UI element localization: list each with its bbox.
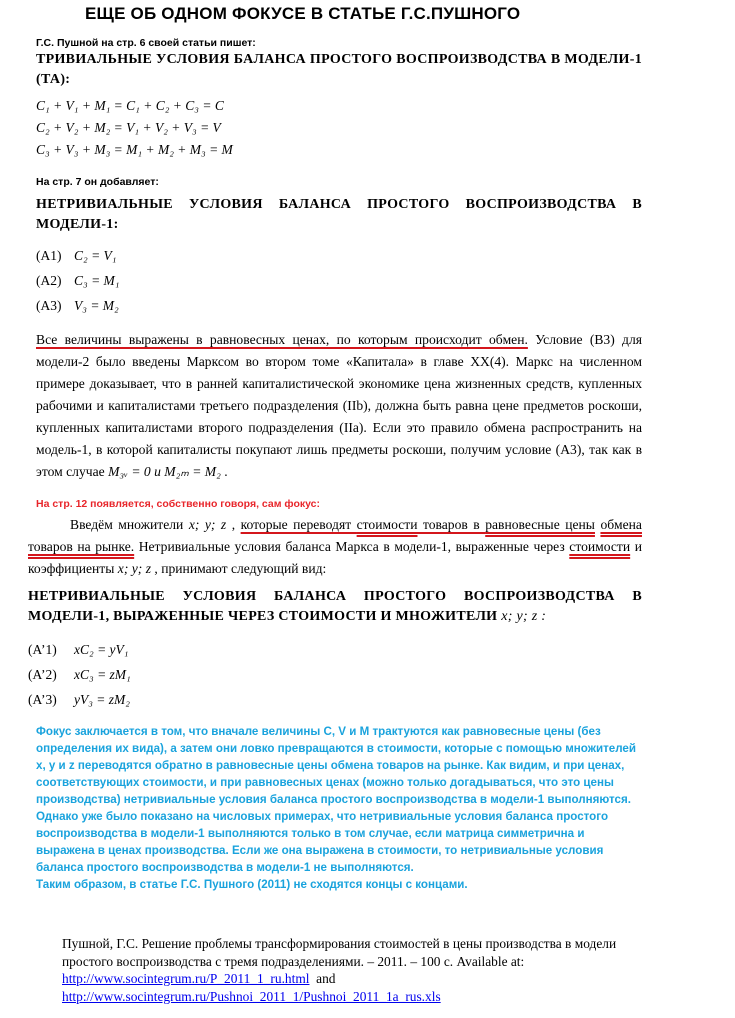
- commentary-paragraph: Таким образом, в статье Г.С. Пушного (2011) не сходятся концы с концами.: [36, 878, 468, 891]
- paragraph-equilibrium-prices: Все величины выражены в равновесных ценах, по которым происходит обмен. Условие (В3) для модели-2 было введены Марксом во втором томе «Капитала» в главе XX(4). Маркс на численном примере доказывает, что в ранней капиталистической экономике цена жизненных средств, купленных рабочими и капиталистами третьего подразделения (IIb), должна быть равна цене предметов роскоши, купленных капиталистами второго подразделения (IIa). Если это правило обмена распространить на модель-1, в которой капиталисты покупают лишь предметы роскоши, получим условие (А3), так как в этом случае M₃ᵥ = 0 и M₂ₘ = M₂ .: [36, 332, 642, 479]
- equation: (А2) C₃ = M₁: [36, 273, 120, 288]
- trivial-equations: [36, 95, 233, 161]
- underlined-statement: Все величины выражены в равновесных ценах, по которым происходит обмен.: [36, 332, 528, 347]
- equation: C₁ + V₁ + M₁ = C₁ + C₂ + C₃ = C: [36, 98, 224, 113]
- underlined-phrase-market: обмена товаров на рынке.: [28, 517, 642, 554]
- nontrivial-equations: [36, 243, 120, 318]
- heading-trivial-conditions: ТРИВИАЛЬНЫЕ УСЛОВИЯ БАЛАНСА ПРОСТОГО ВОСПРОИЗВОДСТВА В МОДЕЛИ-1 (ТА):: [36, 52, 642, 87]
- equation: (А’1) xC₂ = yV₁: [28, 642, 129, 657]
- heading-values-multipliers: НЕТРИВИАЛЬНЫЕ УСЛОВИЯ БАЛАНСА ПРОСТОГО ВОСПРОИЗВОДСТВА В МОДЕЛИ-1, ВЫРАЖЕННЫЕ ЧЕРЕЗ СТОИМОСТИ И МНОЖИТЕЛИ x; y; z :: [28, 589, 642, 624]
- formula: M₃ᵥ = 0 и M₂ₘ = M₂: [108, 464, 221, 479]
- equation: C₃ + V₃ + M₃ = M₁ + M₂ + M₃ = M: [36, 142, 233, 157]
- equation: C₂ + V₂ + M₂ = V₁ + V₂ + V₃ = V: [36, 120, 221, 135]
- reference: Пушной, Г.С. Решение проблемы трансформирования стоимостей в цены производства в модели простого воспроизводства с тремя подразделениями. – 2011. – 100 с. Available at: http://www.socintegrum.ru/P_2011_1_ru.html and http://www.socintegrum.ru/Pushnoi_2011_1/Pushnoi_2011_1a_rus.xls: [62, 936, 617, 1004]
- commentary-paragraph: Фокус заключается в том, что вначале величины C, V и M трактуются как равновесные цены (без определения их вида), а затем они ловко превращаются в стоимости, которые с помощью множителей x, y и z переводятся обратно в равновесные цены обмена товаров на рынке. Как видим, и при ценах, соответствующих стоимости, и при равновесных ценах (можно только догадываться, что это цены производства) нетривиальные условия баланса простого воспроизводства в модели-1 выполняются.: [36, 725, 636, 806]
- commentary-paragraph: Однако уже было показано на числовых примерах, что нетривиальные условия баланса простого воспроизводства в модели-1 выполняются только в том случае, если матрица симметрична и выражена в ценах производства. Если же она выражена в стоимости, то нетривиальные условия баланса простого воспроизводства в модели-1 не выполняются.: [36, 810, 609, 874]
- reference-link-html[interactable]: http://www.socintegrum.ru/P_2011_1_ru.html: [62, 971, 310, 986]
- heading-nontrivial-conditions: НЕТРИВИАЛЬНЫЕ УСЛОВИЯ БАЛАНСА ПРОСТОГО ВОСПРОИЗВОДСТВА В МОДЕЛИ-1:: [36, 197, 642, 232]
- equation: (А1) C₂ = V₁: [36, 248, 117, 263]
- underlined-word-values: стоимости: [569, 539, 631, 554]
- equation: (А’2) xC₃ = zM₁: [28, 667, 131, 682]
- note-page-6: Г.С. Пушной на стр. 6 своей статьи пишет:: [36, 37, 256, 49]
- equation: (А3) V₃ = M₂: [36, 298, 119, 313]
- paragraph-multipliers: Введём множители x; y; z , которые переводят стоимости товаров в равновесные цены обмена товаров на рынке. Нетривиальные условия баланса Маркса в модели-1, выраженные через стоимости и коэффициенты x; y; z , принимают следующий вид:: [28, 517, 642, 576]
- note-page-12: На стр. 12 появляется, собственно говоря, сам фокус:: [36, 498, 321, 510]
- value-equations: [28, 637, 131, 712]
- page-title: ЕЩЕ ОБ ОДНОМ ФОКУСЕ В СТАТЬЕ Г.С.ПУШНОГО: [85, 4, 521, 23]
- commentary-block: [36, 723, 640, 893]
- underlined-phrase: которые переводят стоимости товаров в равновесные цены: [240, 517, 595, 532]
- equation: (А’3) yV₃ = zM₂: [28, 692, 130, 707]
- note-page-7: На стр. 7 он добавляет:: [36, 176, 159, 188]
- reference-link-xls[interactable]: http://www.socintegrum.ru/Pushnoi_2011_1/Pushnoi_2011_1a_rus.xls: [62, 988, 441, 1004]
